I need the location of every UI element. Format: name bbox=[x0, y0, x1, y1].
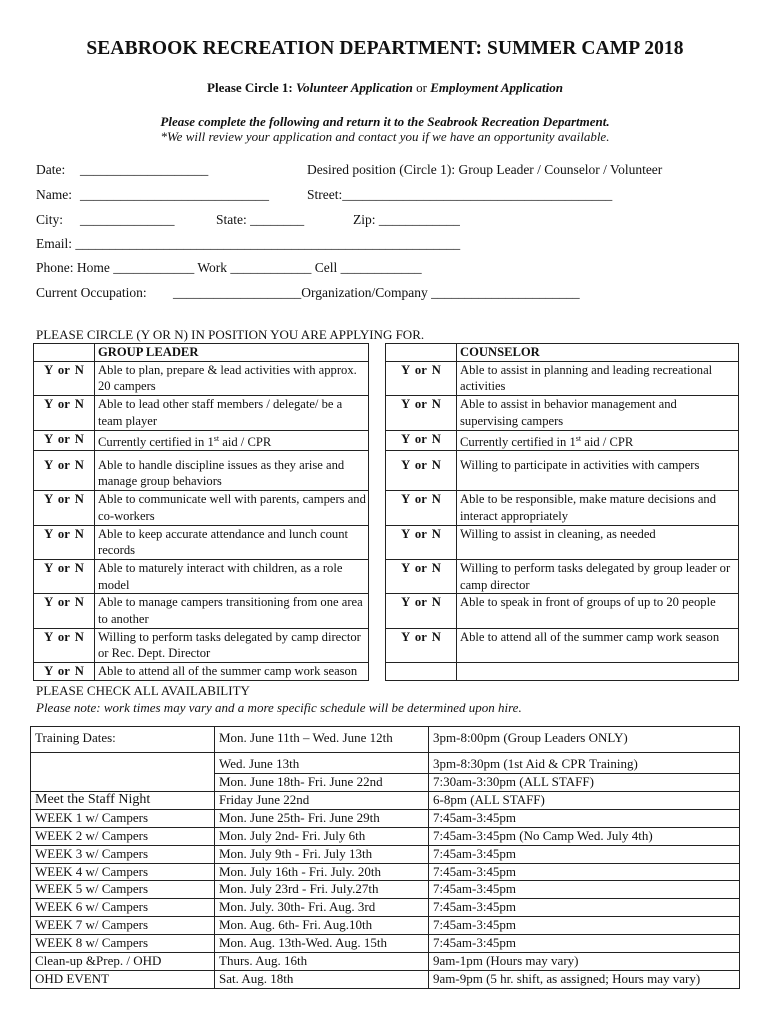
employment-option[interactable]: Employment Application bbox=[430, 80, 563, 95]
hours-cell: 9am-9pm (5 hr. shift, as assigned; Hours may vary) bbox=[429, 970, 740, 988]
hours-cell: 6-8pm (ALL STAFF) bbox=[429, 791, 740, 809]
yn-choice[interactable]: Y or N bbox=[34, 559, 95, 593]
list-item: Able to attend all of the summer camp work season bbox=[95, 663, 369, 681]
c-yn-header bbox=[386, 344, 457, 362]
list-item bbox=[95, 430, 369, 451]
table-row[interactable] bbox=[31, 727, 740, 753]
table-row[interactable] bbox=[31, 863, 740, 881]
positions-table bbox=[33, 343, 739, 681]
dates-cell: Mon. July 2nd- Fri. July 6th bbox=[215, 827, 429, 845]
list-item: Able to communicate well with parents, campers and co-workers bbox=[95, 491, 369, 525]
list-item: Able to manage campers transitioning from one area to another bbox=[95, 594, 369, 628]
empty-cell bbox=[386, 663, 457, 681]
date-label: Date: bbox=[36, 162, 66, 177]
list-item: Able to assist in planning and leading recreational activities bbox=[457, 361, 739, 395]
date-field[interactable]: ___________________ bbox=[80, 162, 209, 177]
yn-choice[interactable]: Y or N bbox=[34, 594, 95, 628]
activity-cell: OHD EVENT bbox=[31, 970, 215, 988]
spacer-cell bbox=[369, 594, 386, 628]
dates-cell: Mon. June 25th- Fri. June 29th bbox=[215, 809, 429, 827]
phone-field[interactable]: Phone: Home ____________ Work ____________ Cell ____________ bbox=[36, 260, 422, 275]
list-item: Able to speak in front of groups of up to 20 people bbox=[457, 594, 739, 628]
table-row[interactable] bbox=[31, 827, 740, 845]
cert-sup: st bbox=[213, 433, 220, 443]
table-row bbox=[34, 525, 739, 559]
zip-field[interactable]: Zip: ____________ bbox=[353, 212, 460, 227]
activity-cell: WEEK 1 w/ Campers bbox=[31, 809, 215, 827]
table-row bbox=[34, 663, 739, 681]
activity-cell: Training Dates: bbox=[31, 727, 215, 753]
activity-cell: Clean-up &Prep. / OHD bbox=[31, 953, 215, 971]
hours-cell: 7:45am-3:45pm bbox=[429, 845, 740, 863]
dates-cell: Mon. Aug. 6th- Fri. Aug.10th bbox=[215, 917, 429, 935]
activity-cell: WEEK 2 w/ Campers bbox=[31, 827, 215, 845]
yn-choice[interactable]: Y or N bbox=[386, 430, 457, 451]
positions-heading: PLEASE CIRCLE (Y OR N) IN POSITION YOU ARE APPLYING FOR. bbox=[36, 327, 425, 342]
table-row bbox=[34, 628, 739, 662]
email-field[interactable]: Email: _________________________________________________________ bbox=[36, 236, 461, 251]
yn-choice[interactable]: Y or N bbox=[34, 628, 95, 662]
spacer-cell bbox=[369, 491, 386, 525]
yn-choice[interactable]: Y or N bbox=[386, 594, 457, 628]
hours-cell: 7:45am-3:45pm bbox=[429, 809, 740, 827]
table-row[interactable] bbox=[31, 881, 740, 899]
table-row bbox=[34, 491, 739, 525]
cert-suffix: aid / CPR bbox=[581, 434, 634, 449]
activity-cell: WEEK 5 w/ Campers bbox=[31, 881, 215, 899]
activity-cell: WEEK 8 w/ Campers bbox=[31, 935, 215, 953]
list-item: Able to be responsible, make mature decisions and interact appropriately bbox=[457, 491, 739, 525]
yn-choice[interactable]: Y or N bbox=[386, 491, 457, 525]
group-leader-title: GROUP LEADER bbox=[95, 344, 369, 362]
instruction-return: Please complete the following and return it to the Seabrook Recreation Department. bbox=[160, 114, 610, 129]
table-row bbox=[34, 559, 739, 593]
dates-cell: Wed. June 13th bbox=[215, 753, 429, 774]
application-type-line bbox=[0, 80, 770, 96]
list-item: Able to handle discipline issues as they arise and manage group behaviors bbox=[95, 457, 369, 491]
cert-text: Currently certified in 1 bbox=[98, 434, 214, 449]
instruction-review: *We will review your application and contact you if we have an opportunity available. bbox=[160, 129, 610, 144]
spacer-cell bbox=[369, 361, 386, 395]
list-item: Able to attend all of the summer camp work season bbox=[457, 628, 739, 662]
list-item: Able to maturely interact with children, as a role model bbox=[95, 559, 369, 593]
cert-suffix: aid / CPR bbox=[219, 434, 272, 449]
table-row bbox=[34, 361, 739, 395]
activity-cell bbox=[31, 774, 215, 792]
list-item: Able to lead other staff members / delegate/ be a team player bbox=[95, 396, 369, 430]
hours-cell: 7:45am-3:45pm bbox=[429, 863, 740, 881]
spacer-cell bbox=[369, 559, 386, 593]
activity-cell: Meet the Staff Night bbox=[31, 791, 215, 809]
table-row bbox=[34, 430, 739, 451]
list-item: Willing to perform tasks delegated by group leader or camp director bbox=[457, 559, 739, 593]
city-field[interactable]: ______________ bbox=[80, 212, 175, 227]
hours-cell: 7:45am-3:45pm (No Camp Wed. July 4th) bbox=[429, 827, 740, 845]
table-row[interactable] bbox=[31, 899, 740, 917]
list-item: Able to assist in behavior management and supervising campers bbox=[457, 396, 739, 430]
spacer-cell bbox=[369, 628, 386, 662]
dates-cell: Mon. July 16th - Fri. July. 20th bbox=[215, 863, 429, 881]
name-label: Name: bbox=[36, 187, 72, 202]
yn-choice[interactable]: Y or N bbox=[386, 457, 457, 491]
dates-cell: Thurs. Aug. 16th bbox=[215, 953, 429, 971]
spacer-cell bbox=[369, 457, 386, 491]
spacer-cell bbox=[369, 396, 386, 430]
table-row[interactable] bbox=[31, 917, 740, 935]
dates-cell: Friday June 22nd bbox=[215, 791, 429, 809]
or-text: or bbox=[416, 80, 427, 95]
page-title: SEABROOK RECREATION DEPARTMENT: SUMMER CAMP 2018 bbox=[86, 38, 684, 59]
gl-yn-header bbox=[34, 344, 95, 362]
table-row bbox=[34, 396, 739, 430]
name-field[interactable]: ____________________________ bbox=[80, 187, 269, 202]
list-item: Willing to assist in cleaning, as needed bbox=[457, 525, 739, 559]
table-row[interactable] bbox=[31, 970, 740, 988]
empty-cell bbox=[457, 663, 739, 681]
yn-choice[interactable]: Y or N bbox=[386, 559, 457, 593]
occupation-label: Current Occupation: bbox=[36, 285, 147, 300]
spacer-cell bbox=[369, 663, 386, 681]
hours-cell: 3pm-8:00pm (Group Leaders ONLY) bbox=[429, 727, 740, 753]
yn-choice[interactable]: Y or N bbox=[34, 361, 95, 395]
hours-cell: 9am-1pm (Hours may vary) bbox=[429, 953, 740, 971]
spacer-cell bbox=[369, 525, 386, 559]
activity-cell: WEEK 7 w/ Campers bbox=[31, 917, 215, 935]
dates-cell: Mon. July. 30th- Fri. Aug. 3rd bbox=[215, 899, 429, 917]
yn-choice[interactable]: Y or N bbox=[34, 430, 95, 451]
spacer-cell bbox=[369, 344, 386, 362]
table-row[interactable] bbox=[31, 809, 740, 827]
yn-choice[interactable]: Y or N bbox=[34, 663, 95, 681]
dates-cell: Mon. June 11th – Wed. June 12th bbox=[215, 727, 429, 753]
hours-cell: 7:30am-3:30pm (ALL STAFF) bbox=[429, 774, 740, 792]
yn-choice[interactable]: Y or N bbox=[386, 396, 457, 430]
table-row[interactable] bbox=[31, 774, 740, 792]
state-field[interactable]: State: ________ bbox=[216, 212, 305, 227]
street-field[interactable]: Street:________________________________________ bbox=[307, 187, 613, 202]
dates-cell: Mon. June 18th- Fri. June 22nd bbox=[215, 774, 429, 792]
activity-cell bbox=[31, 753, 215, 774]
city-label: City: bbox=[36, 212, 64, 227]
circle-label: Please Circle 1: bbox=[207, 80, 293, 95]
yn-choice[interactable]: Y or N bbox=[386, 525, 457, 559]
table-row[interactable] bbox=[31, 845, 740, 863]
table-row bbox=[34, 344, 739, 362]
volunteer-option[interactable]: Volunteer Application bbox=[295, 80, 413, 95]
availability-table bbox=[30, 726, 740, 989]
table-row bbox=[34, 594, 739, 628]
dates-cell: Mon. Aug. 13th-Wed. Aug. 15th bbox=[215, 935, 429, 953]
availability-heading: PLEASE CHECK ALL AVAILABILITY bbox=[36, 683, 250, 698]
cert-text: Currently certified in 1 bbox=[460, 434, 576, 449]
list-item: Willing to participate in activities with campers bbox=[457, 457, 739, 491]
table-row[interactable] bbox=[31, 953, 740, 971]
yn-choice[interactable]: Y or N bbox=[34, 525, 95, 559]
list-item: Able to keep accurate attendance and lunch count records bbox=[95, 525, 369, 559]
yn-choice[interactable]: Y or N bbox=[34, 457, 95, 491]
dates-cell: Mon. July 23rd - Fri. July.27th bbox=[215, 881, 429, 899]
activity-cell: WEEK 4 w/ Campers bbox=[31, 863, 215, 881]
hours-cell: 7:45am-3:45pm bbox=[429, 917, 740, 935]
counselor-title: COUNSELOR bbox=[457, 344, 739, 362]
yn-choice[interactable]: Y or N bbox=[34, 491, 95, 525]
hours-cell: 7:45am-3:45pm bbox=[429, 935, 740, 953]
yn-choice[interactable]: Y or N bbox=[386, 361, 457, 395]
list-item: Able to plan, prepare & lead activities with approx. 20 campers bbox=[95, 361, 369, 395]
table-row[interactable] bbox=[31, 791, 740, 809]
desired-position-field[interactable]: Desired position (Circle 1): Group Leader / Counselor / Volunteer bbox=[307, 162, 663, 177]
yn-choice[interactable]: Y or N bbox=[34, 396, 95, 430]
cert-sup: st bbox=[575, 433, 582, 443]
table-row[interactable] bbox=[31, 935, 740, 953]
list-item: Willing to perform tasks delegated by camp director or Rec. Dept. Director bbox=[95, 628, 369, 662]
spacer-cell bbox=[369, 430, 386, 451]
list-item bbox=[457, 430, 739, 451]
activity-cell: WEEK 6 w/ Campers bbox=[31, 899, 215, 917]
hours-cell: 7:45am-3:45pm bbox=[429, 881, 740, 899]
table-row bbox=[34, 457, 739, 491]
availability-note: Please note: work times may vary and a more specific schedule will be determined upon hire. bbox=[36, 700, 522, 715]
activity-cell: WEEK 3 w/ Campers bbox=[31, 845, 215, 863]
table-row[interactable] bbox=[31, 753, 740, 774]
occupation-field[interactable]: ___________________Organization/Company ______________________ bbox=[173, 285, 580, 300]
yn-choice[interactable]: Y or N bbox=[386, 628, 457, 662]
dates-cell: Sat. Aug. 18th bbox=[215, 970, 429, 988]
hours-cell: 3pm-8:30pm (1st Aid & CPR Training) bbox=[429, 753, 740, 774]
dates-cell: Mon. July 9th - Fri. July 13th bbox=[215, 845, 429, 863]
hours-cell: 7:45am-3:45pm bbox=[429, 899, 740, 917]
